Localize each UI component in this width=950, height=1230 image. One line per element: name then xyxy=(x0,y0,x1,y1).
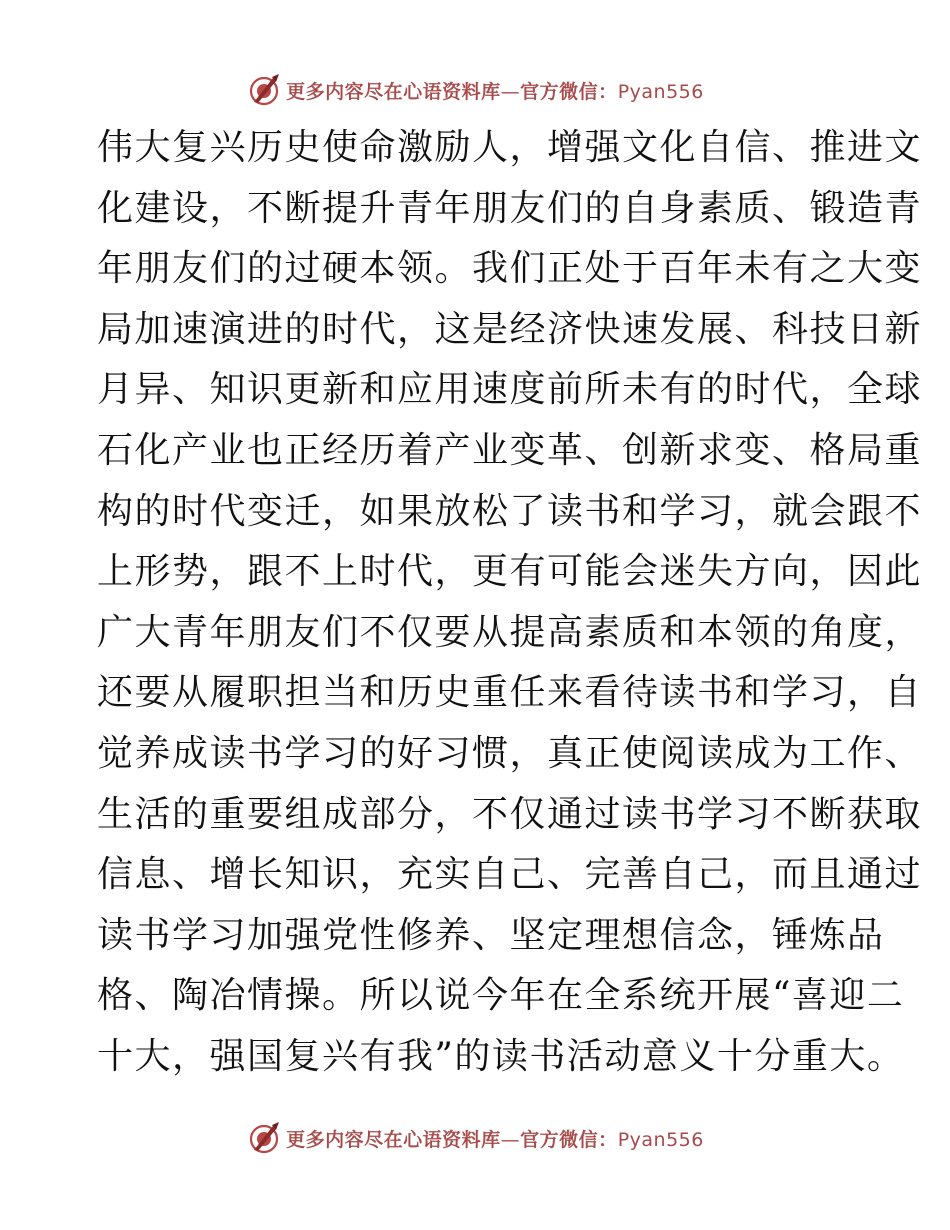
text-line: 还要从履职担当和历史重任来看待读书和学习，自 xyxy=(97,672,923,714)
footer-site-name: 更多内容尽在心语资料库 xyxy=(286,1128,501,1151)
text-line: 生活的重要组成部分，不仅通过读书学习不断获取 xyxy=(97,793,923,835)
text-line: 伟大复兴历史使命激励人，增强文化自信、推进文 xyxy=(97,127,923,168)
text-line: 读书学习加强党性修养、坚定理想信念，锤炼品 xyxy=(97,914,885,956)
text-line: 石化产业也正经历着产业变革、创新求变、格局重 xyxy=(97,429,923,471)
text-line: 信息、增长知识，充实自己、完善自己，而且通过 xyxy=(97,854,923,896)
body-paragraph xyxy=(97,118,923,1088)
text-line: 月异、知识更新和应用速度前所未有的时代，全球 xyxy=(97,369,923,411)
header-site-name: 更多内容尽在心语资料库 xyxy=(286,80,501,103)
text-line: 格、陶冶情操。所以说今年在全系统开展“喜迎二 xyxy=(97,975,905,1017)
quill-pen-logo-icon xyxy=(246,1120,282,1156)
footer-dash: — xyxy=(500,1128,521,1151)
footer-text xyxy=(286,1125,704,1152)
header-wechat-id: Pyan556 xyxy=(617,80,704,103)
header-wechat-label: 官方微信： xyxy=(520,80,618,103)
quill-pen-logo-icon xyxy=(246,72,282,108)
text-line: 广大青年朋友们不仅要从提高素质和本领的角度， xyxy=(97,611,923,653)
text-line: 化建设，不断提升青年朋友们的自身素质、锻造青 xyxy=(97,187,923,229)
header-banner xyxy=(0,68,950,112)
header-dash: — xyxy=(500,80,521,103)
footer-banner xyxy=(0,1116,950,1160)
text-line: 十大，强国复兴有我”的读书活动意义十分重大。 xyxy=(97,1035,905,1077)
text-line: 局加速演进的时代，这是经济快速发展、科技日新 xyxy=(97,308,923,350)
footer-wechat-id: Pyan556 xyxy=(617,1128,704,1151)
text-line: 觉养成读书学习的好习惯，真正使阅读成为工作、 xyxy=(97,732,923,774)
text-line: 构的时代变迁，如果放松了读书和学习，就会跟不 xyxy=(97,490,923,532)
text-line: 年朋友们的过硬本领。我们正处于百年未有之大变 xyxy=(97,248,923,290)
text-line: 上形势，跟不上时代，更有可能会迷失方向，因此 xyxy=(97,551,923,593)
footer-wechat-label: 官方微信： xyxy=(520,1128,618,1151)
header-text xyxy=(286,77,704,104)
